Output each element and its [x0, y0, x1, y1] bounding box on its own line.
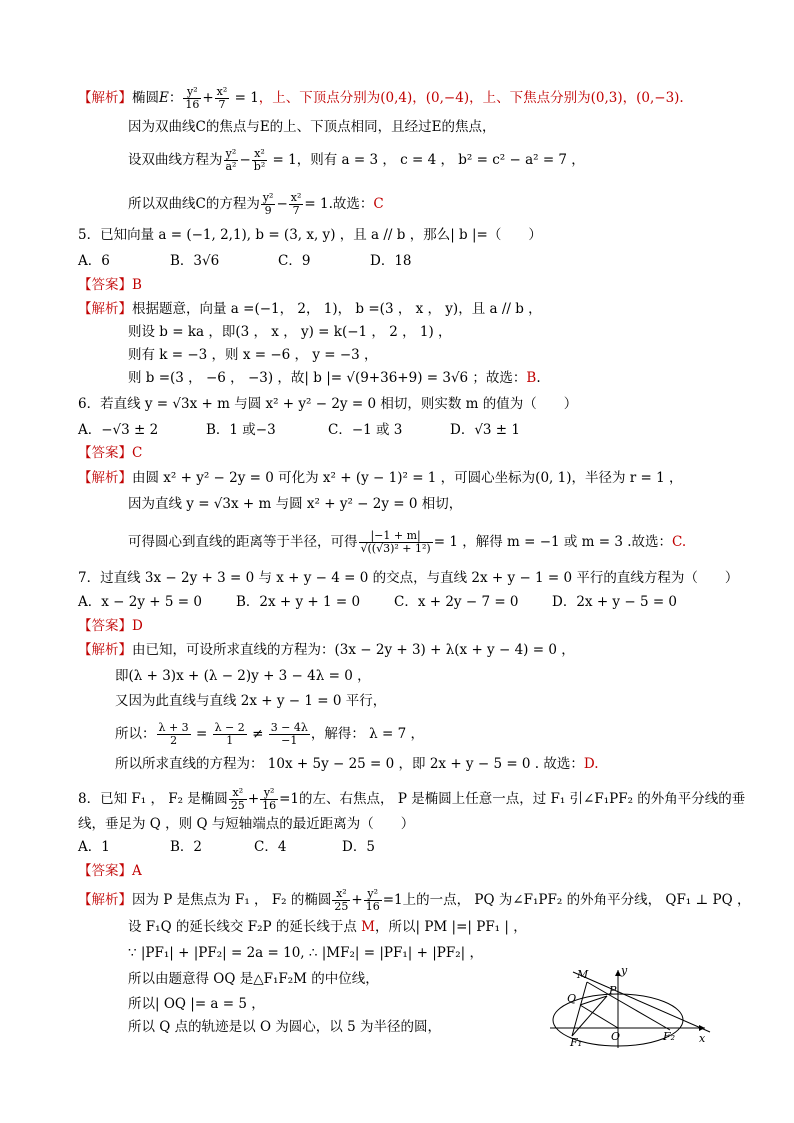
option-a: A．6	[78, 253, 110, 269]
option-d: D．18	[370, 253, 412, 269]
label-x: x	[699, 1032, 706, 1045]
fraction: $\frac{\text{x²}}{\text{b²}}$	[253, 147, 266, 173]
fraction: $\frac{\text{x²}}{25}$	[334, 887, 349, 913]
fraction: $\frac{\text{x²}}{25}$	[230, 786, 245, 812]
q7-analysis-line-2: 即(λ + 3)x + (λ − 2)y + 3 − 4λ = 0 ，	[115, 668, 371, 684]
label-m: M	[577, 968, 589, 981]
option-c: C．−1 或 3	[328, 422, 403, 438]
option-a: A．−√3 ± 2	[78, 422, 159, 438]
q5-analysis-line-4: 则 b =(3 ， −6 ， −3) ，故| b |= √(9+36+9) = 3√6 ；故选：B.	[128, 370, 541, 386]
q7-options	[78, 593, 677, 611]
q7-answer: 【答案】D	[78, 618, 143, 634]
q7-analysis-line-3: 又因为此直线与直线 2x + y − 1 = 0 平行，	[115, 693, 387, 709]
q8-stem-line-2: 线，垂足为 Q ，则 Q 与短轴端点的最近距离为（ ）	[78, 816, 415, 832]
q7-stem: 7．过直线 3x − 2y + 3 = 0 与 x + y − 4 = 0 的交点，与直线 2x + y − 1 = 0 平行的直线方程为（ ）	[78, 570, 739, 586]
fraction: $\frac{\text{y²}}{16}$	[185, 85, 200, 111]
label-f2: F₂	[663, 1030, 676, 1043]
label-f1: F₁	[570, 1036, 583, 1049]
q4-analysis-line-1: 【解析】椭圆E： $\frac{\text{y²}}{16}$ + $\frac{\text{x²}}{7}$ = 1，上、下顶点分别为(0,4)，(0,−4)，上、下焦点分别为(0,3)，(0,−3).	[78, 85, 684, 111]
q5-analysis-line-1: 【解析】根据题意，向量 a =(−1， 2， 1)， b =(3 ， x ， y)，且 a // b ，	[78, 301, 542, 317]
ellipse-figure	[545, 960, 715, 1050]
fraction: $\frac{\text{y²}}{16}$	[262, 786, 277, 812]
q8-analysis-line-6: 所以 Q 点的轨迹是以 O 为圆心，以 5 为半径的圆，	[128, 1019, 441, 1035]
segment-o-q	[580, 1005, 618, 1028]
label-o: O	[611, 1030, 621, 1043]
q6-answer: 【答案】C	[78, 445, 143, 461]
fraction: $\frac{\text{y²}}{\text{a²}}$	[225, 147, 237, 173]
option-a: A．x − 2y + 5 = 0	[78, 594, 202, 610]
q5-analysis-line-3: 则有 k = −3 ，则 x = −6 ， y = −3 ，	[128, 347, 378, 363]
fraction: $\frac{|-1 + m|}{\text{√((√3)² + 1²)}}$	[360, 529, 431, 555]
q8-analysis-line-1: 【解析】因为 P 是焦点为 F₁ ， F₂ 的椭圆 $\frac{\text{x²}}{25}$ + $\frac{\text{y²}}{16}$ =1上的一点， PQ 为∠F₁PF₂ 的外角平分线， QF₁ ⊥ PQ ，	[78, 887, 751, 913]
q4-analysis-line-3: 设双曲线方程为 $\frac{\text{y²}}{\text{a²}}$ − $\frac{\text{x²}}{\text{b²}}$ = 1，则有 a = 3 ， c = 4 ， b² = c² − a² = 7 ，	[128, 147, 585, 173]
q8-analysis-line-3: ∵ |PF₁| + |PF₂| = 2a = 10, ∴ |MF₂| = |PF₁| + |PF₂| ，	[128, 945, 483, 961]
fraction: $\frac{\lambda + 3}{2}$	[158, 721, 189, 747]
option-d: D．5	[342, 839, 375, 855]
option-d: D．2x + y − 5 = 0	[552, 594, 678, 610]
q5-answer: 【答案】B	[78, 277, 142, 293]
q6-stem: 6．若直线 y = √3x + m 与圆 x² + y² − 2y = 0 相切，则实数 m 的值为（ ）	[78, 396, 578, 412]
option-c: C．9	[278, 253, 311, 269]
q8-analysis-line-5: 所以| OQ |= a = 5 ，	[128, 996, 265, 1012]
answer-choice: C	[373, 196, 384, 212]
q8-options	[78, 838, 375, 856]
q8-analysis-line-4: 所以由题意得 OQ 是△F₁F₂M 的中位线，	[128, 971, 379, 987]
bisector-line	[573, 972, 710, 1032]
q6-options	[78, 421, 520, 439]
option-b: B．1 或−3	[206, 422, 276, 438]
fraction: $\frac{\text{x²}}{7}$	[290, 191, 302, 217]
option-b: B．3√6	[170, 253, 220, 269]
option-c: C．x + 2y − 7 = 0	[394, 594, 519, 610]
q7-analysis-line-1: 【解析】由已知，可设所求直线的方程为：(3x − 2y + 3) + λ(x + y − 4) = 0 ，	[78, 642, 575, 658]
segment-f2-m	[587, 982, 670, 1030]
q6-analysis-line-3: 可得圆心到直线的距离等于半径，可得 $\frac{|-1 + m|}{\text{√((√3)² + 1²)}}$ = 1 ，解得 m = −1 或 m = 3 .故选：C.	[128, 529, 687, 555]
fraction: $\frac{3 - 4\lambda}{-1}$	[270, 721, 308, 747]
option-b: B．2	[170, 839, 203, 855]
q8-analysis-line-2: 设 F₁Q 的延长线交 F₂P 的延长线于点 M，所以| PM |=| PF₁ | ，	[128, 919, 527, 935]
fraction: $\frac{\lambda - 2}{1}$	[214, 721, 245, 747]
q7-analysis-line-4: 所以： $\frac{\lambda + 3}{2}$ = $\frac{\lambda - 2}{1}$ ≠ $\frac{3 - 4\lambda}{-1}$ ，解得： λ = 7 ，	[115, 721, 424, 747]
q8-stem-line-1: 8．已知 F₁ ， F₂ 是椭圆 $\frac{\text{x²}}{25}$ + $\frac{\text{y²}}{16}$ =1的左、右焦点， P 是椭圆上任意一点，过 F₁ 引∠F₁PF₂ 的外角平分线的垂	[78, 786, 746, 812]
q4-analysis-line-2: 因为双曲线C的焦点与E的上、下顶点相同，且经过E的焦点，	[128, 119, 496, 135]
fraction: $\frac{\text{y²}}{9}$	[262, 191, 274, 217]
q5-options	[78, 252, 412, 270]
label-q: Q	[567, 992, 577, 1005]
option-c: C．4	[254, 839, 287, 855]
fraction: $\frac{\text{y²}}{16}$	[365, 887, 380, 913]
option-b: B．2x + y + 1 = 0	[236, 594, 361, 610]
option-a: A．1	[78, 839, 110, 855]
q4-analysis-line-4: 所以双曲线C的方程为 $\frac{\text{y²}}{9}$ − $\frac{\text{x²}}{7}$ = 1.故选：C	[128, 191, 384, 217]
analysis-tag: 【解析】	[78, 90, 132, 106]
q8-answer: 【答案】A	[78, 863, 142, 879]
q5-analysis-line-2: 则设 b = ka ，即(3 ， x ， y) = k(−1 ， 2 ， 1) ，	[128, 324, 452, 340]
option-d: D．√3 ± 1	[450, 422, 520, 438]
label-y: y	[621, 964, 628, 977]
q6-analysis-line-1: 【解析】由圆 x² + y² − 2y = 0 可化为 x² + (y − 1)² = 1 ，可圆心坐标为(0, 1)，半径为 r = 1 ，	[78, 470, 683, 486]
q6-analysis-line-2: 因为直线 y = √3x + m 与圆 x² + y² − 2y = 0 相切，	[128, 496, 463, 512]
fraction: $\frac{\text{x²}}{7}$	[216, 85, 228, 111]
q5-stem: 5．已知向量 a = (−1, 2,1), b = (3, x, y) ，且 a // b ，那么| b |=（ ）	[78, 227, 542, 243]
label-p: P	[609, 984, 617, 997]
q7-analysis-line-5: 所以所求直线的方程为： 10x + 5y − 25 = 0 ，即 2x + y − 5 = 0 . 故选：D.	[115, 756, 599, 772]
